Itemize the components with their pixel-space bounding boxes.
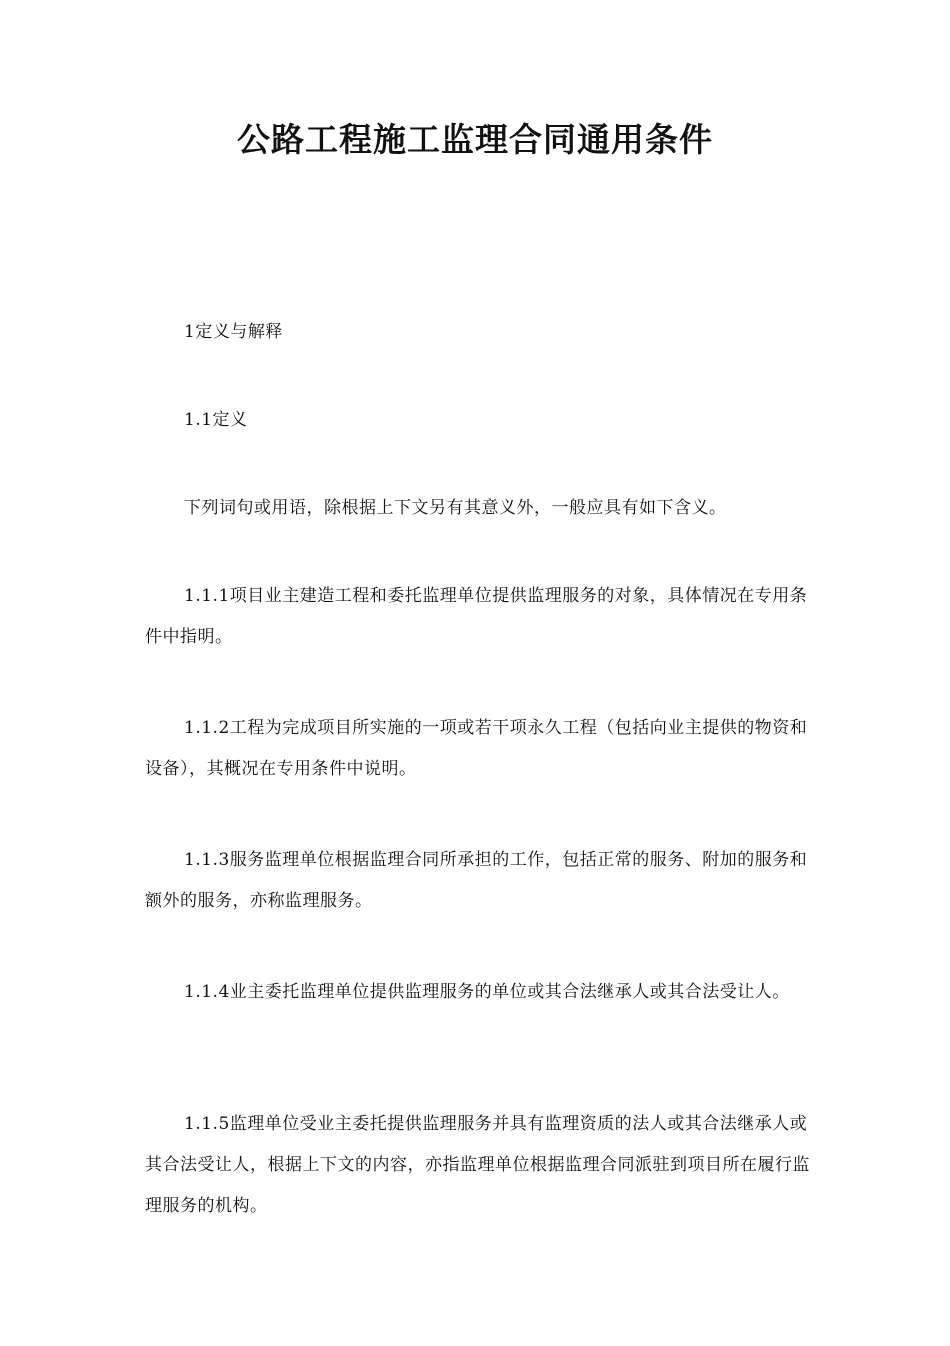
clause-1-1-1: 1.1.1项目业主建造工程和委托监理单位提供监理服务的对象，具体情况在专用条件中指明。	[145, 586, 808, 647]
clause-1-1-5: 1.1.5监理单位受业主委托提供监理服务并具有监理资质的法人或其合法继承人或其合法受让人，根据上下文的内容，亦指监理单位根据监理合同派驻到项目所在履行监理服务的机构。	[145, 1114, 810, 1216]
clause-1-1-3: 1.1.3服务监理单位根据监理合同所承担的工作，包括正常的服务、附加的服务和额外的服务，亦称监理服务。	[145, 850, 808, 911]
section-heading-1: 1定义与解释	[184, 322, 283, 342]
definitions-intro-paragraph: 下列词句或用语，除根据上下文另有其意义外，一般应具有如下含义。	[184, 498, 727, 518]
subsection-heading-1-1: 1.1定义	[184, 410, 248, 430]
clause-1-1-2: 1.1.2工程为完成项目所实施的一项或若干项永久工程（包括向业主提供的物资和设备），其概况在专用条件中说明。	[145, 718, 808, 779]
clause-1-1-4: 1.1.4业主委托监理单位提供监理服务的单位或其合法继承人或其合法受让人。	[184, 982, 790, 1002]
document-title: 公路工程施工监理合同通用条件	[237, 120, 713, 159]
